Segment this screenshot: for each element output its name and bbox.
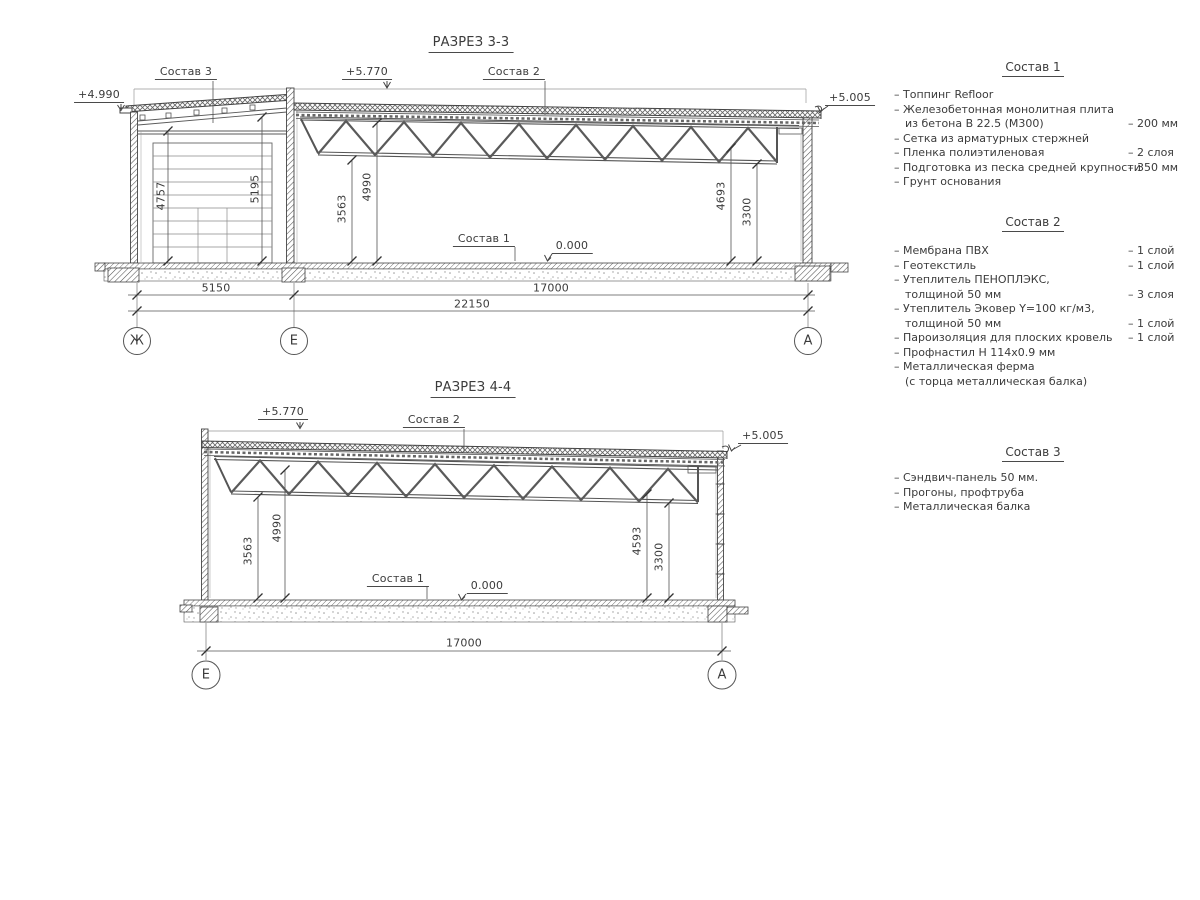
leader-comp3-label: Состав 3 <box>155 65 217 80</box>
elevation-right: +5.005 <box>738 429 788 444</box>
section-4-4-title: РАЗРЕЗ 4-4 <box>431 380 516 398</box>
dim-17000: 17000 <box>533 281 569 295</box>
leader-comp2-label: Состав 2 <box>483 65 545 80</box>
comp3-heading <box>884 441 1182 462</box>
dim-4757: 4757 <box>154 181 168 211</box>
wall-axis-a <box>718 451 724 600</box>
dim-4693: 4693 <box>714 181 728 211</box>
axis-bubble-a: А <box>717 667 727 683</box>
comp3-list <box>894 471 1182 515</box>
list-item: (с торца металлическая балка) <box>905 374 1088 388</box>
dim-3300: 3300 <box>652 542 666 572</box>
elevation-left: +5.770 <box>258 405 308 420</box>
leader-comp1-label: Состав 1 <box>453 232 515 247</box>
list-item: – Мембрана ПВХ – 1 слой <box>894 244 1175 257</box>
list-item: – Геотекстиль – 1 слой <box>894 258 1175 272</box>
section-3-3-title: РАЗРЕЗ 3-3 <box>429 35 514 53</box>
dim-3563: 3563 <box>241 536 255 566</box>
axis-bubble-a: А <box>803 333 813 349</box>
dim-4593: 4593 <box>630 526 644 556</box>
list-item: – Грунт основания <box>894 175 1002 188</box>
axis-bubble-zh: Ж <box>129 333 145 349</box>
list-item: – Утеплитель Эковер Y=100 кг/м3, <box>894 302 1095 315</box>
elevation-zero: 0.000 <box>552 239 593 254</box>
dim-5150: 5150 <box>201 281 231 295</box>
list-item: – Сетка из арматурных стержней <box>894 131 1089 145</box>
dim-4990: 4990 <box>270 513 284 543</box>
list-item: толщиной 50 мм – 1 слой <box>905 316 1175 330</box>
axis-bubble-e: Е <box>201 667 211 683</box>
list-item: – Подготовка из песка средней крупности – 350 мм <box>894 160 1179 174</box>
list-item: – Пароизоляция для плоских кровель – 1 слой <box>894 331 1175 344</box>
list-item: – Металлическая ферма <box>894 360 1035 373</box>
list-item: – Пленка полиэтиленовая – 2 слоя <box>894 146 1174 159</box>
elevation-left: +4.990 <box>74 88 124 103</box>
composition-legend <box>884 0 1182 900</box>
leader-comp1-label: Состав 1 <box>367 572 429 587</box>
list-item: – Утеплитель ПЕНОПЛЭКС, <box>894 273 1050 286</box>
wall-axis-e <box>287 88 295 263</box>
dim-5195: 5195 <box>248 174 262 204</box>
dim-22150: 22150 <box>454 297 490 311</box>
elevation-right: +5.005 <box>825 91 875 106</box>
list-item: из бетона В 22.5 (М300) – 200 мм <box>905 117 1179 130</box>
comp2-heading <box>884 211 1182 232</box>
list-item: – Прогоны, профтруба <box>894 485 1025 499</box>
comp1-heading-text: Состав 1 <box>1002 60 1063 77</box>
wall-axis-e <box>202 429 209 600</box>
comp2-list <box>894 244 1182 389</box>
roof-truss <box>300 117 799 164</box>
section-3-3 <box>95 81 848 355</box>
dim-17000: 17000 <box>446 636 482 650</box>
list-item: – Металлическая балка <box>894 500 1031 513</box>
comp3-heading-text: Состав 3 <box>1002 445 1063 462</box>
leader-comp2-label: Состав 2 <box>403 413 465 428</box>
floor-slab <box>95 263 848 282</box>
wall-axis-a <box>803 112 812 263</box>
dim-4990: 4990 <box>360 172 374 202</box>
roof-truss <box>214 457 718 504</box>
comp1-heading <box>884 56 1182 77</box>
dim-3563: 3563 <box>335 194 349 224</box>
axis-bubble-e: Е <box>289 333 299 349</box>
list-item: – Топпинг Refloor <box>894 88 994 101</box>
wall-axis-zh <box>131 112 138 263</box>
comp1-list <box>894 88 1182 190</box>
comp2-heading-text: Состав 2 <box>1002 215 1063 232</box>
dim-3300: 3300 <box>740 197 754 227</box>
elevation-mid: +5.770 <box>342 65 392 80</box>
elevation-zero: 0.000 <box>467 579 508 594</box>
list-item: – Железобетонная монолитная плита <box>894 102 1115 116</box>
list-item: толщиной 50 мм – 3 слоя <box>905 287 1174 301</box>
floor-slab <box>180 600 748 622</box>
list-item: – Сэндвич-панель 50 мм. <box>894 471 1039 484</box>
list-item: – Профнастил Н 114х0.9 мм <box>894 345 1056 359</box>
